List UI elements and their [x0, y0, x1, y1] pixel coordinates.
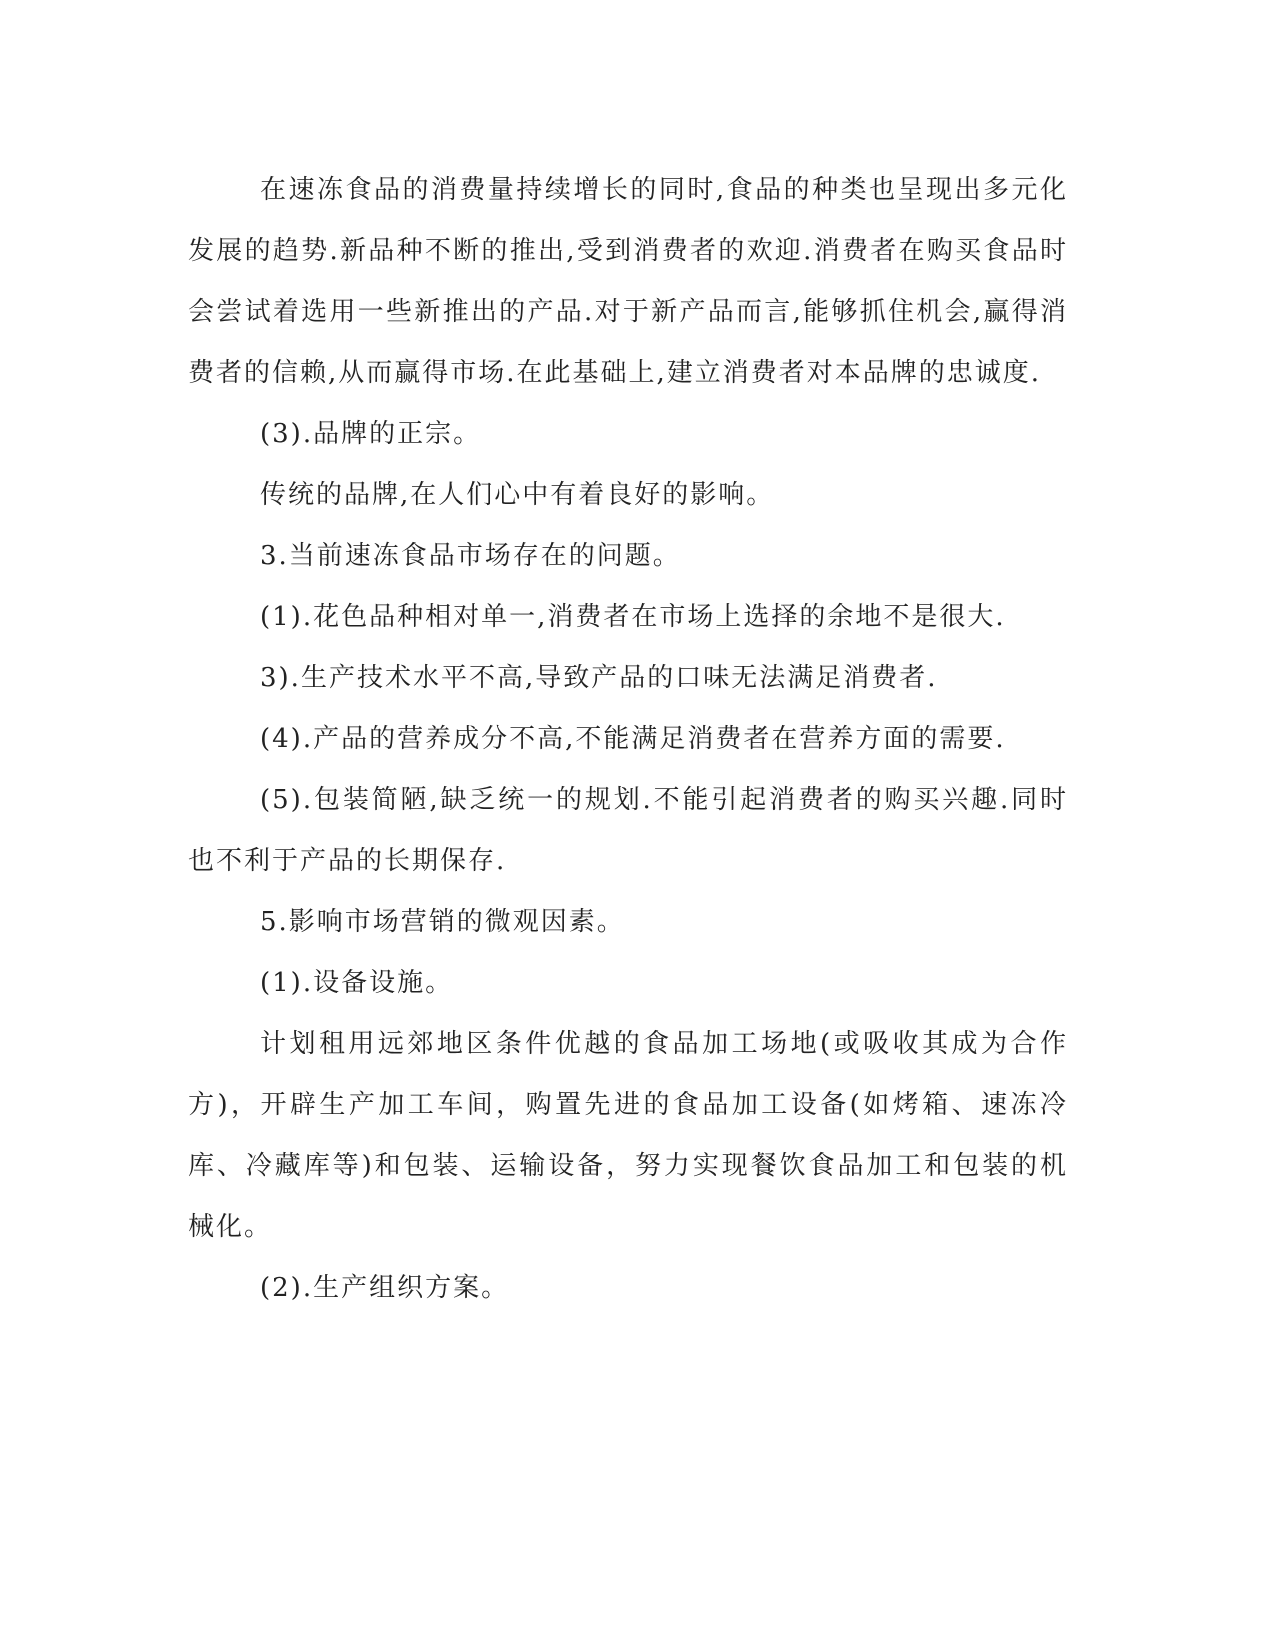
paragraph-3: 传统的品牌,在人们心中有着良好的影响。 [260, 480, 775, 510]
paragraph-10: (1).设备设施。 [260, 968, 454, 998]
paragraph-4: 3.当前速冻食品市场存在的问题。 [260, 541, 681, 571]
paragraph-11: 计划租用远郊地区条件优越的食品加工场地(或吸收其成为合作方)，开辟生产加工车间，购置先进的食品加工设备(如烤箱、速冻冷库、冷藏库等)和包装、运输设备，努力实现餐饮食品加工和包装的机械化。 [188, 1029, 1068, 1242]
paragraph-5: (1).花色品种相对单一,消费者在市场上选择的余地不是很大. [260, 602, 1006, 632]
paragraph-12: (2).生产组织方案。 [260, 1273, 510, 1303]
paragraph-7: (4).产品的营养成分不高,不能满足消费者在营养方面的需要. [260, 724, 1006, 754]
paragraph-1: 在速冻食品的消费量持续增长的同时,食品的种类也呈现出多元化发展的趋势.新品种不断的推出,受到消费者的欢迎.消费者在购买食品时会尝试着选用一些新推出的产品.对于新产品而言,能够抓住机会,赢得消费者的信赖,从而赢得市场.在此基础上,建立消费者对本品牌的忠诚度. [188, 175, 1068, 388]
document-body [188, 160, 1068, 1319]
paragraph-8: (5).包装简陋,缺乏统一的规划.不能引起消费者的购买兴趣.同时也不利于产品的长期保存. [188, 785, 1068, 876]
paragraph-2: (3).品牌的正宗。 [260, 419, 482, 449]
paragraph-9: 5.影响市场营销的微观因素。 [260, 907, 625, 937]
paragraph-6: 3).生产技术水平不高,导致产品的口味无法满足消费者. [260, 663, 938, 693]
